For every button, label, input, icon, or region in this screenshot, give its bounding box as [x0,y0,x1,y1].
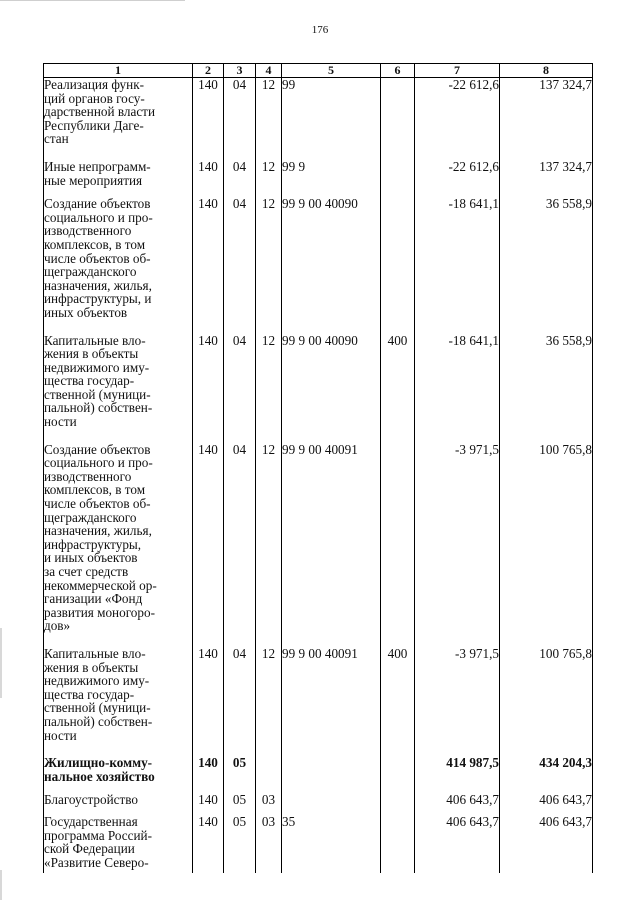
table-row [44,160,593,197]
expense-name-line: ций органов госу- [44,90,145,106]
cell-subsection-code [256,756,282,793]
expense-name-line: дарственной власти [44,104,155,120]
expense-name-line: «Развитие Северо- [44,854,149,870]
cell-ministry-code: 140 [193,197,224,333]
table-body [44,78,593,874]
cell-expense-type [381,756,415,793]
cell-target-article: 99 9 00 40091 [282,443,381,647]
cell-subsection-code: 12 [256,443,282,647]
cell-total-amount: 406 643,7 [500,815,593,873]
cell-section-code: 05 [224,815,256,873]
table-row [44,793,593,815]
cell-target-article: 99 9 00 40090 [282,334,381,443]
cell-section-code: 04 [224,334,256,443]
cell-section-code: 05 [224,793,256,815]
table-row [44,78,593,160]
expense-name-line: назначения, жилья, [44,277,152,293]
table-row [44,197,593,333]
expense-name-line: социального и про- [44,209,153,225]
column-header: 3 [224,64,256,78]
column-header: 2 [193,64,224,78]
cell-expense-name [44,160,193,197]
cell-ministry-code: 140 [193,756,224,793]
expense-name-line: и иных объектов [44,550,138,566]
cell-expense-name [44,78,193,160]
cell-subsection-code: 03 [256,815,282,873]
expense-name-line: Иные непрограмм- [44,158,151,174]
expense-name-line: изводственного [44,223,132,239]
expense-name-line: Создание объектов [44,196,151,212]
cell-expense-name [44,815,193,873]
expense-name-line: Государственная [44,813,138,829]
table-header-row [44,64,593,78]
cell-subsection-code: 12 [256,78,282,160]
expense-name-line: ности [44,414,77,430]
cell-target-article: 99 9 00 40091 [282,647,381,756]
cell-section-code: 04 [224,197,256,333]
cell-change-amount: -3 971,5 [415,443,500,647]
cell-target-article: 99 [282,78,381,160]
cell-expense-type [381,793,415,815]
column-header: 7 [415,64,500,78]
cell-target-article: 35 [282,815,381,873]
cell-expense-type [381,197,415,333]
expense-name-line: пальной) собствен- [44,400,153,416]
expense-name-line: ности [44,727,77,743]
expense-name-line: программа Россий- [44,827,152,843]
cell-subsection-code: 12 [256,160,282,197]
cell-total-amount: 36 558,9 [500,334,593,443]
cell-expense-name [44,756,193,793]
table-row [44,756,593,793]
column-header: 4 [256,64,282,78]
expense-name-line: дов» [44,618,71,634]
cell-ministry-code: 140 [193,443,224,647]
cell-ministry-code: 140 [193,334,224,443]
cell-total-amount: 137 324,7 [500,160,593,197]
cell-total-amount: 100 765,8 [500,647,593,756]
cell-expense-name [44,443,193,647]
expense-name-line: Благоустройство [44,792,138,808]
cell-change-amount: 406 643,7 [415,815,500,873]
expense-name-line: ганизации «Фонд [44,591,143,607]
expense-name-line: Создание объектов [44,441,151,457]
expense-name-line: иных объектов [44,304,128,320]
cell-total-amount: 406 643,7 [500,793,593,815]
cell-section-code: 04 [224,443,256,647]
cell-section-code: 05 [224,756,256,793]
expense-name-line: инфраструктуры, [44,536,142,552]
cell-change-amount: -22 612,6 [415,160,500,197]
cell-section-code: 04 [224,160,256,197]
cell-expense-type: 400 [381,647,415,756]
expense-name-line: нальное хозяйство [44,768,155,784]
expense-name-line: числе объектов об- [44,496,151,512]
cell-change-amount: -22 612,6 [415,78,500,160]
expense-name-line: ственной (муници- [44,700,151,716]
scan-edge-mark [0,628,2,698]
cell-target-article: 99 9 [282,160,381,197]
expense-name-line: ные мероприятия [44,172,143,188]
table-row [44,443,593,647]
cell-expense-type [381,78,415,160]
cell-expense-type [381,815,415,873]
expense-name-line: щегражданского [44,509,137,525]
column-header: 6 [381,64,415,78]
cell-change-amount: -18 641,1 [415,334,500,443]
expense-name-line: жения в объекты [44,659,139,675]
expense-name-line: некоммерческой ор- [44,577,157,593]
expense-name-line: Капитальные вло- [44,645,146,661]
cell-subsection-code: 03 [256,793,282,815]
cell-expense-name [44,197,193,333]
cell-ministry-code: 140 [193,160,224,197]
cell-expense-type: 400 [381,334,415,443]
cell-change-amount: 414 987,5 [415,756,500,793]
cell-expense-type [381,160,415,197]
table-row [44,334,593,443]
column-header: 5 [282,64,381,78]
cell-target-article [282,793,381,815]
cell-expense-name [44,647,193,756]
expense-name-line: жения в объекты [44,346,139,362]
cell-change-amount: 406 643,7 [415,793,500,815]
cell-ministry-code: 140 [193,647,224,756]
table-row [44,815,593,873]
cell-subsection-code: 12 [256,334,282,443]
cell-ministry-code: 140 [193,793,224,815]
column-header: 1 [44,64,193,78]
expense-name-line: Жилищно-комму- [44,755,153,771]
scan-edge-line [0,0,185,1]
expense-name-line: инфраструктуры, и [44,291,152,307]
cell-change-amount: -18 641,1 [415,197,500,333]
expense-name-line: числе объектов об- [44,250,151,266]
expense-name-line: Реализация функ- [44,77,144,92]
expense-name-line: щества государ- [44,686,135,702]
cell-total-amount: 100 765,8 [500,443,593,647]
cell-subsection-code: 12 [256,197,282,333]
column-header: 8 [500,64,593,78]
expense-name-line: щества государ- [44,373,135,389]
expense-name-line: недвижимого иму- [44,359,150,375]
cell-section-code: 04 [224,647,256,756]
cell-total-amount: 36 558,9 [500,197,593,333]
cell-section-code: 04 [224,78,256,160]
expense-name-line: пальной) собствен- [44,713,153,729]
expense-name-line: развития моногоро- [44,604,155,620]
expense-name-line: щегражданского [44,264,137,280]
cell-subsection-code: 12 [256,647,282,756]
expense-name-line: ской Федерации [44,841,135,857]
cell-expense-type [381,443,415,647]
expense-name-line: изводственного [44,468,132,484]
scan-edge-mark [0,870,2,900]
expense-name-line: за счет средств [44,564,129,579]
table-row [44,647,593,756]
expense-name-line: комплексов, в том [44,482,146,498]
cell-change-amount: -3 971,5 [415,647,500,756]
expense-name-line: стан [44,131,69,147]
page-number: 176 [311,24,329,36]
budget-table [43,63,593,873]
expense-name-line: социального и про- [44,455,153,471]
cell-target-article [282,756,381,793]
cell-total-amount: 137 324,7 [500,78,593,160]
expense-name-line: комплексов, в том [44,236,146,252]
cell-ministry-code: 140 [193,815,224,873]
expense-name-line: ственной (муници- [44,386,151,402]
expense-name-line: назначения, жилья, [44,523,152,539]
cell-expense-name [44,793,193,815]
cell-ministry-code: 140 [193,78,224,160]
cell-target-article: 99 9 00 40090 [282,197,381,333]
expense-name-line: недвижимого иму- [44,673,150,689]
cell-expense-name [44,334,193,443]
cell-total-amount: 434 204,3 [500,756,593,793]
expense-name-line: Республики Даге- [44,117,144,133]
expense-name-line: Капитальные вло- [44,332,146,348]
